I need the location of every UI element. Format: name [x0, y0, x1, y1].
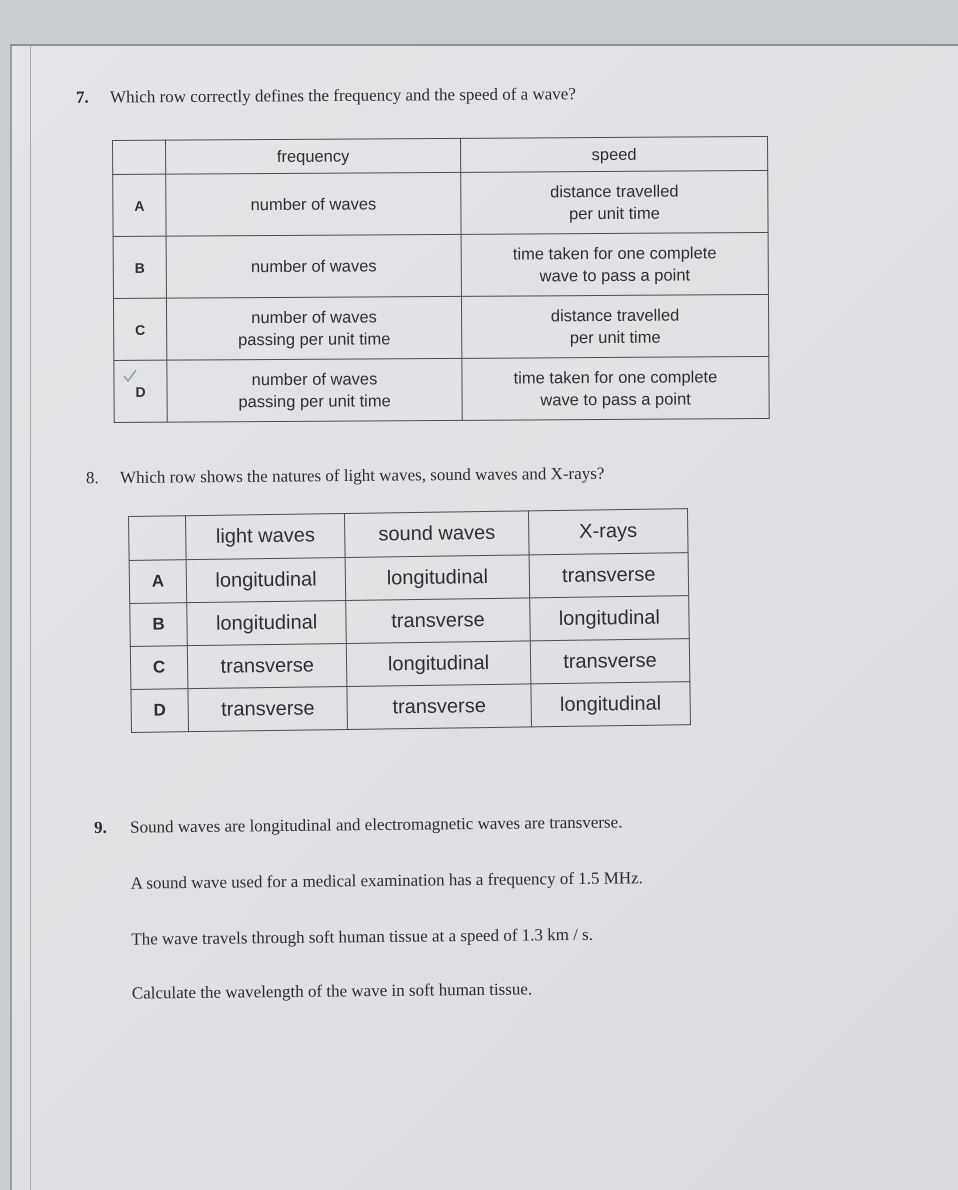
table-row [113, 294, 768, 360]
table-row [113, 232, 768, 298]
sound-cell: longitudinal [345, 555, 529, 601]
row-label: C [113, 298, 166, 360]
pencil-tick-svg [121, 367, 139, 385]
row-label: A [113, 174, 166, 236]
cell-line: passing per unit time [238, 329, 391, 349]
frequency-cell [166, 172, 461, 236]
cell-line: number of waves [250, 194, 377, 214]
cell-line: passing per unit time [238, 391, 391, 411]
xray-cell: longitudinal [531, 682, 691, 727]
light-cell: longitudinal [186, 557, 346, 602]
header-sound-waves: sound waves [345, 511, 529, 558]
header-speed: speed [460, 136, 767, 172]
question-8-text: Which row shows the natures of light waves, sound waves and X-rays? [119, 463, 605, 487]
row-label: B [130, 603, 188, 647]
question-9-line-4: Calculate the wavelength of the wave in soft human tissue. [131, 979, 533, 1003]
question-7-text: Which row correctly defines the frequency and the speed of a wave? [109, 84, 576, 107]
header-frequency: frequency [166, 138, 461, 174]
row-label: D [114, 360, 167, 422]
header-empty [129, 516, 187, 561]
question-7 [76, 84, 576, 107]
table-row [113, 170, 768, 236]
question-9-line-3: The wave travels through soft human tissue at a speed of 1.3 km / s. [131, 924, 594, 949]
question-7-table [112, 136, 770, 423]
question-9-line-1: Sound waves are longitudinal and electromagnetic waves are transverse. [129, 812, 623, 837]
xray-cell: transverse [529, 553, 689, 598]
cell-line: per unit time [568, 204, 660, 223]
table-header-row [129, 509, 689, 561]
cell-line: time taken for one complete [513, 367, 718, 388]
table-row [114, 356, 769, 422]
speed-cell [461, 232, 768, 296]
question-8-table [128, 508, 691, 733]
frequency-cell [166, 296, 461, 360]
row-label: B [113, 236, 166, 298]
question-9-line-2: A sound wave used for a medical examination has a frequency of 1.5 MHz. [130, 868, 643, 893]
header-x-rays: X-rays [528, 509, 688, 555]
cell-line: time taken for one complete [512, 243, 717, 264]
xray-cell: longitudinal [529, 596, 689, 641]
sound-cell: transverse [346, 598, 530, 644]
light-cell: longitudinal [187, 600, 347, 645]
question-7-number: 7. [75, 87, 89, 107]
speed-cell [461, 294, 768, 358]
row-label: A [129, 560, 187, 604]
row-label: D [131, 689, 189, 733]
cell-line: distance travelled [550, 182, 679, 201]
sound-cell: longitudinal [347, 641, 531, 687]
frequency-cell [167, 358, 462, 422]
header-empty [113, 140, 166, 174]
frequency-cell [166, 234, 461, 298]
sound-cell: transverse [347, 684, 531, 730]
header-light-waves: light waves [186, 513, 346, 559]
table-header-row [113, 136, 768, 174]
pencil-tick-icon [121, 367, 139, 385]
table-row [131, 682, 691, 733]
cell-line: per unit time [569, 328, 661, 347]
cell-line: distance travelled [550, 306, 680, 325]
cell-line: number of waves [251, 307, 377, 327]
cell-line: number of waves [251, 369, 378, 389]
margin-line [30, 46, 31, 1190]
xray-cell: transverse [530, 639, 690, 684]
question-9 [94, 812, 643, 1003]
cell-line: wave to pass a point [540, 389, 691, 409]
speed-cell [461, 170, 768, 234]
cell-line: number of waves [250, 256, 377, 276]
light-cell: transverse [187, 643, 347, 688]
row-label: C [130, 646, 188, 690]
light-cell: transverse [188, 686, 348, 731]
speed-cell [462, 356, 769, 420]
question-9-number: 9. [94, 817, 107, 837]
cell-line: wave to pass a point [539, 265, 691, 285]
question-8-number: 8. [85, 468, 99, 488]
